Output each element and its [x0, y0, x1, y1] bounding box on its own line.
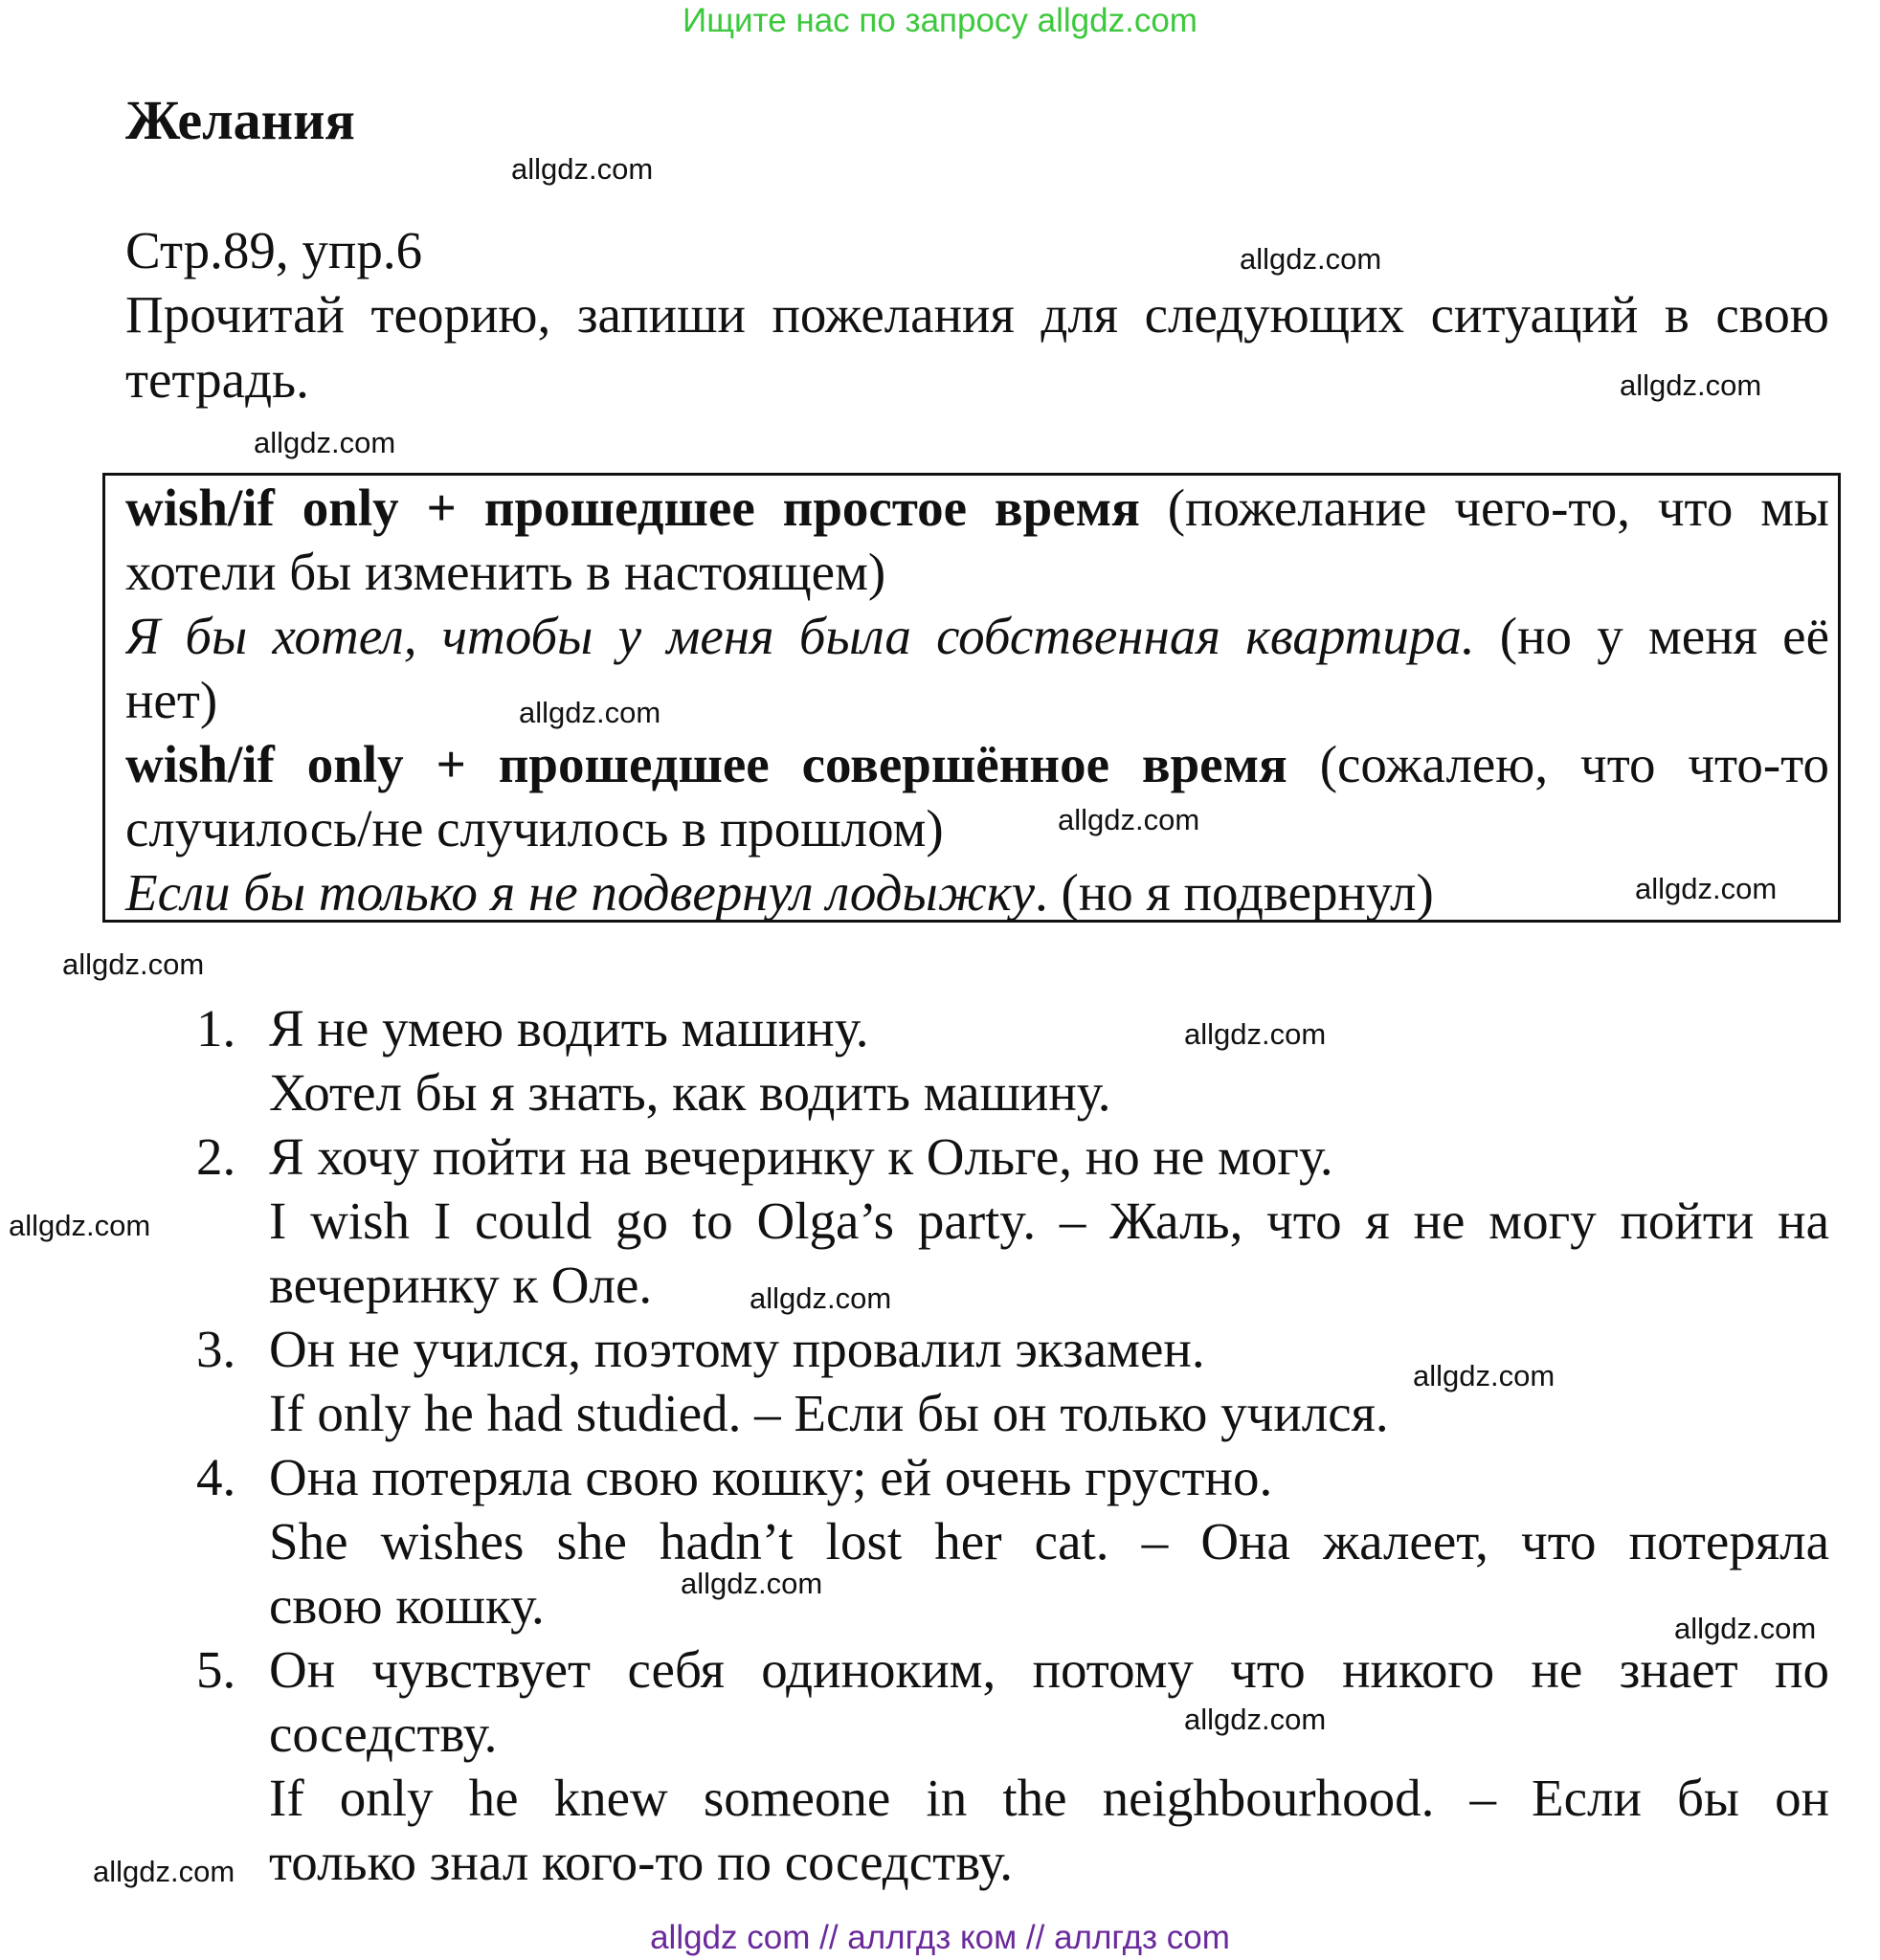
item-number-5: 5. — [196, 1640, 236, 1699]
theory-rule2-line1 — [125, 732, 1829, 796]
example1-note: (но у меня её — [1474, 607, 1829, 665]
watermark: allgdz.com — [1635, 872, 1778, 905]
item-number-4: 4. — [196, 1448, 236, 1506]
item-number-2: 2. — [196, 1127, 236, 1186]
page-reference: Стр.89, упр.6 — [125, 221, 423, 279]
watermark: allgdz.com — [511, 152, 654, 186]
theory-example1-line1 — [125, 604, 1829, 668]
item-2-line-3: вечеринку к Оле. — [269, 1256, 653, 1314]
item-5-line-3: If only he knew someone in the neighbourhood. – Если бы он — [269, 1769, 1829, 1827]
rule2-heading: wish/if only + прошедшее совершённое время — [125, 735, 1287, 793]
rule2-explanation-cont: случилось/не случилось в прошлом) — [125, 799, 944, 858]
item-number-3: 3. — [196, 1320, 236, 1378]
item-2-line-1: Я хочу пойти на вечеринку к Ольге, но не могу. — [269, 1127, 1333, 1186]
watermark: allgdz.com — [254, 426, 396, 459]
watermark: allgdz.com — [681, 1567, 823, 1600]
item-5-line-4: только знал кого-то по соседству. — [269, 1833, 1014, 1891]
theory-example2-line — [125, 860, 1829, 924]
example2-sentence: Если бы только я не подвернул лодыжку — [125, 863, 1036, 922]
item-4-line-2: She wishes she hadn’t lost her cat. – Она жалеет, что потеряла — [269, 1512, 1829, 1570]
item-3-line-2: If only he had studied. – Если бы он только учился. — [269, 1384, 1389, 1442]
watermark: allgdz.com — [9, 1209, 151, 1242]
example1-sentence: Я бы хотел, чтобы у меня была собственная квартира. — [125, 607, 1475, 665]
rule1-explanation-cont: хотели бы изменить в настоящем) — [125, 543, 886, 601]
item-number-1: 1. — [196, 999, 236, 1058]
rule1-explanation: (пожелание чего-то, что мы — [1139, 479, 1829, 537]
watermark: allgdz.com — [1674, 1612, 1817, 1645]
watermark: allgdz.com — [1620, 368, 1762, 402]
watermark: allgdz.com — [62, 947, 205, 981]
watermark: allgdz.com — [750, 1281, 892, 1315]
watermark: allgdz.com — [1058, 803, 1200, 836]
item-4-line-3: свою кошку. — [269, 1576, 545, 1635]
rule1-heading: wish/if only + прошедшее простое время — [125, 479, 1140, 537]
item-1-line-1: Я не умею водить машину. — [269, 999, 869, 1058]
item-1-line-2: Хотел бы я знать, как водить машину. — [269, 1063, 1111, 1122]
theory-example1-line2 — [125, 668, 1829, 732]
watermark: allgdz.com — [1413, 1359, 1555, 1392]
item-5-line-1: Он чувствует себя одиноким, потому что никого не знает по — [269, 1640, 1829, 1699]
theory-rule1-line1 — [125, 476, 1829, 540]
watermark: allgdz.com — [1184, 1017, 1327, 1051]
item-5-line-2: соседству. — [269, 1704, 498, 1763]
watermark: allgdz.com — [93, 1855, 235, 1888]
item-4-line-1: Она потеряла свою кошку; ей очень грустно. — [269, 1448, 1273, 1506]
page-title: Желания — [125, 89, 355, 151]
top-banner: Ищите нас по запросу allgdz.com — [683, 2, 1197, 39]
theory-rule1-line2 — [125, 540, 1829, 604]
bottom-banner: allgdz com // аллгдз ком // аллгдз com — [650, 1919, 1230, 1956]
watermark: allgdz.com — [519, 696, 661, 729]
watermark: allgdz.com — [1240, 242, 1382, 276]
example1-note-cont: нет) — [125, 671, 218, 729]
theory-rule2-line2 — [125, 796, 1829, 860]
instruction-text: Прочитай теорию, запиши пожелания для следующих ситуаций в свою тетрадь. — [125, 285, 1829, 409]
watermark: allgdz.com — [1184, 1703, 1327, 1736]
item-2-line-2: I wish I could go to Olga’s party. – Жаль, что я не могу пойти на — [269, 1192, 1829, 1250]
example2-note: . (но я подвернул) — [1035, 863, 1434, 922]
item-3-line-1: Он не учился, поэтому провалил экзамен. — [269, 1320, 1205, 1378]
rule2-explanation: (сожалею, что что-то — [1287, 735, 1829, 793]
